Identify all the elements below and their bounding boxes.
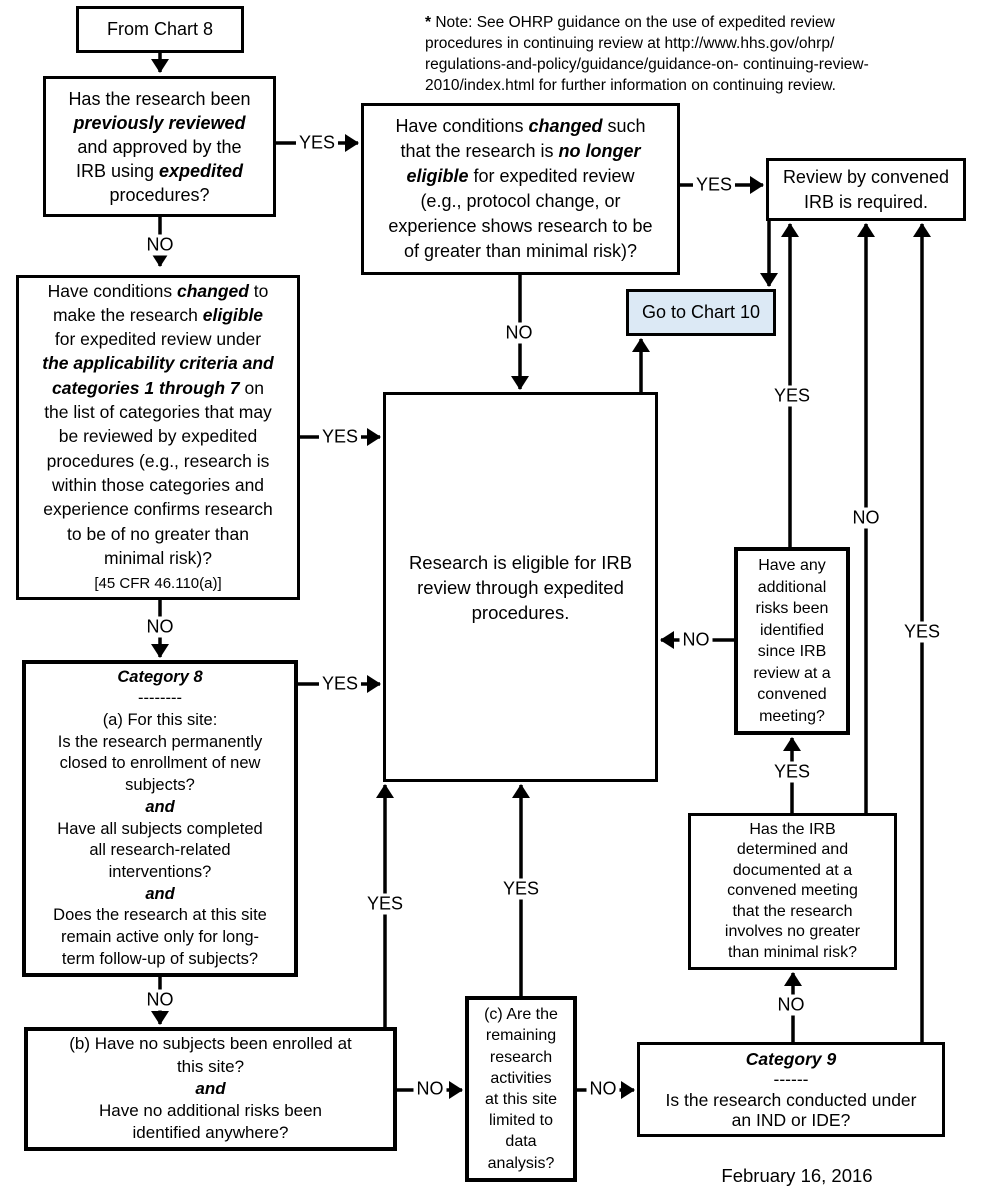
node-category-8: Category 8 -------- (a) For this site: Is the research permanently closed to enrollment of new subjects? and Have all subjects completed all research-related interventions? and Does the research at this site remain active only for long- term follow-up of subjects? — [22, 660, 298, 977]
node-review-by-convened-irb: Review by convened IRB is required. — [766, 158, 966, 221]
edge-label-yes: YES — [901, 622, 943, 643]
edge-label-no: NO — [503, 323, 536, 344]
footnote-ohrp-guidance: * Note: See OHRP guidance on the use of expedited review procedures in continuing review at http://www.hhs.gov/ohrp/ regulations-and-policy/guidance/guidance-on- continuing-review- 2010/index.html for further information on continuing review. — [425, 14, 869, 94]
edge-label-yes: YES — [364, 894, 406, 915]
edge-label-no: NO — [850, 508, 883, 529]
edge-label-no: NO — [680, 630, 713, 651]
edge-label-yes: YES — [319, 674, 361, 695]
edge-label-no: NO — [775, 995, 808, 1016]
edge-label-no: NO — [144, 990, 177, 1011]
edge-label-yes: YES — [500, 879, 542, 900]
node-from-chart-8-label: From Chart 8 — [106, 19, 214, 40]
node-question-changed-eligible: Have conditions changed to make the research eligible for expedited review under the applicability criteria and categories 1 through 7 on the list of categories that may be reviewed by expedited procedures (e.g., research is within those categories and experience confirms research to be of no greater than minimal risk)? [45 CFR 46.110(a)] — [16, 275, 300, 600]
node-research-eligible-expedited: Research is eligible for IRB review through expedited procedures. — [383, 392, 658, 782]
node-go-to-chart-10-label: Go to Chart 10 — [641, 302, 761, 323]
chart-date: February 16, 2016 — [721, 1165, 873, 1186]
edge-label-yes: YES — [771, 762, 813, 783]
node-go-to-chart-10 — [626, 289, 776, 336]
edge-label-no: NO — [144, 235, 177, 256]
edge-label-no: NO — [414, 1079, 447, 1100]
edge-label-yes: YES — [771, 386, 813, 407]
edge-label-yes: YES — [319, 427, 361, 448]
node-question-previously-reviewed: Has the research been previously reviewed and approved by the IRB using expedited procedures? — [43, 76, 276, 217]
node-question-irb-determined: Has the IRB determined and documented at a convened meeting that the research involves no greater than minimal risk? — [688, 813, 897, 970]
edge-label-no: NO — [144, 617, 177, 638]
node-from-chart-8 — [76, 6, 244, 53]
node-question-no-longer-eligible: Have conditions changed such that the research is no longer eligible for expedited review (e.g., protocol change, or experience shows research to be of greater than minimal risk)? — [361, 103, 680, 275]
edge-label-yes: YES — [296, 133, 338, 154]
edge-label-no: NO — [587, 1079, 620, 1100]
node-question-additional-risks: Have any additional risks been identified since IRB review at a convened meeting? — [734, 547, 850, 735]
node-question-data-analysis: (c) Are the remaining research activities at this site limited to data analysis? — [465, 996, 577, 1182]
edge-label-yes: YES — [693, 175, 735, 196]
node-question-no-subjects-enrolled: (b) Have no subjects been enrolled at this site? and Have no additional risks been identified anywhere? — [24, 1027, 397, 1151]
node-category-9: Category 9 ------ Is the research conducted under an IND or IDE? — [637, 1042, 945, 1137]
